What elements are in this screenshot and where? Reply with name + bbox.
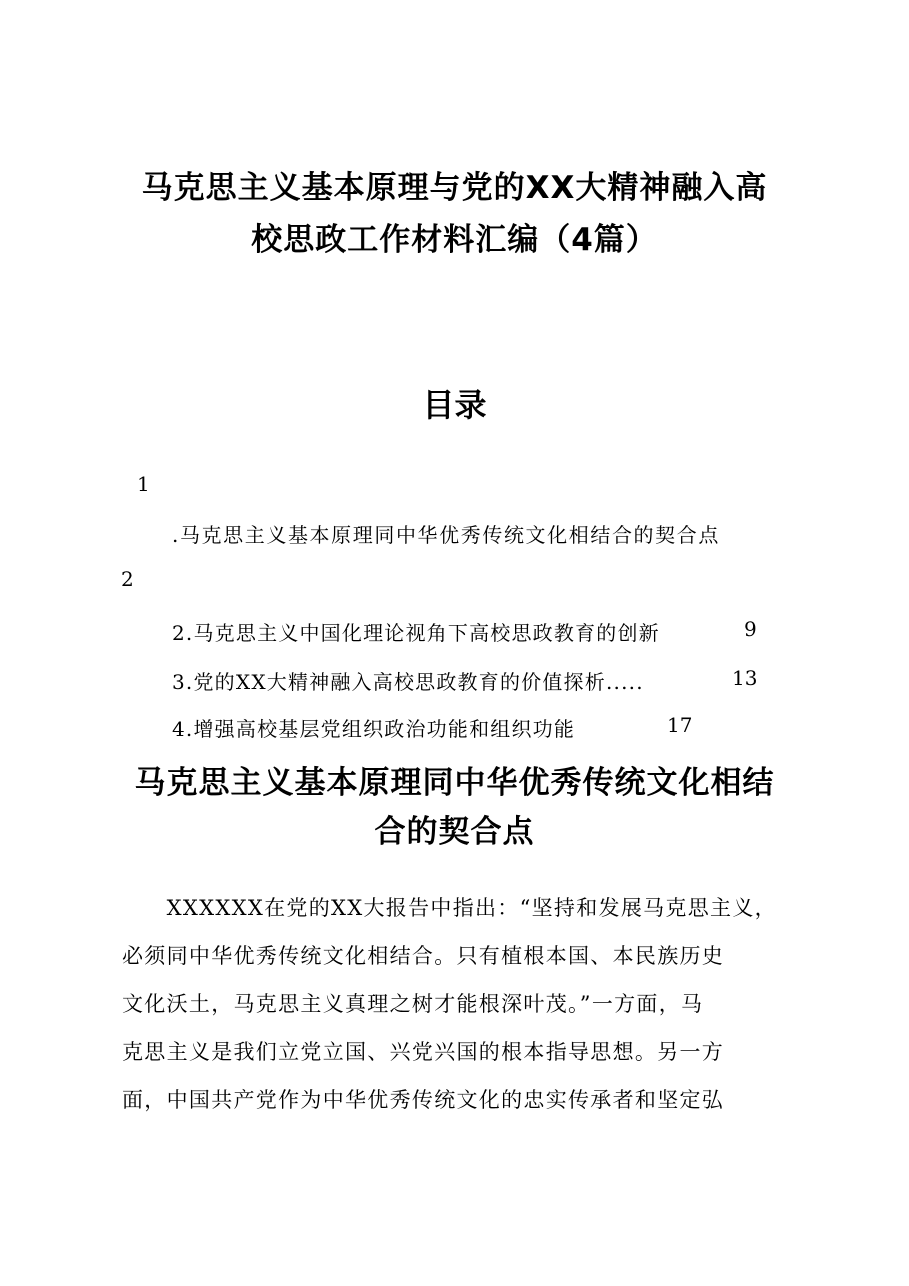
toc-item-4-text: 4.增强高校基层党组织政治功能和组织功能	[172, 717, 576, 741]
toc-item-4-page: 17	[667, 713, 693, 737]
document-title-line-2: 校思政工作材料汇编（4篇）	[251, 222, 658, 258]
toc-item-1-text: .马克思主义基本原理同中华优秀传统文化相结合的契合点	[172, 523, 720, 547]
toc-item-2-text: 2.马克思主义中国化理论视角下高校思政教育的创新	[172, 621, 660, 645]
paragraph-line: 必须同中华优秀传统文化相结合。只有植根本国、本民族历史	[122, 944, 725, 968]
toc-item-3-text: 3.党的XX大精神融入高校思政教育的价值探析.....	[172, 670, 644, 694]
section-title-line-1: 马克思主义基本原理同中华优秀传统文化相结	[134, 765, 775, 801]
document-title-line-1: 马克思主义基本原理与党的XX大精神融入高	[141, 170, 768, 206]
toc-item-1-number: 1	[137, 472, 150, 496]
paragraph-line: 文化沃土，马克思主义真理之树才能根深叶茂。”一方面，马	[122, 992, 704, 1016]
toc-item-2-page: 9	[744, 617, 757, 641]
toc-heading: 目录	[422, 386, 487, 424]
paragraph-line: 面，中国共产党作为中华优秀传统文化的忠实传承者和坚定弘	[122, 1088, 725, 1112]
toc-item-1-page: 2	[121, 567, 134, 591]
toc-item-3-page: 13	[732, 666, 758, 690]
paragraph-line: XXXXXX在党的XX大报告中指出：“坚持和发展马克思主义，	[122, 896, 777, 920]
paragraph-line: 克思主义是我们立党立国、兴党兴国的根本指导思想。另一方	[122, 1040, 725, 1064]
section-title-line-2: 合的契合点	[374, 814, 535, 850]
